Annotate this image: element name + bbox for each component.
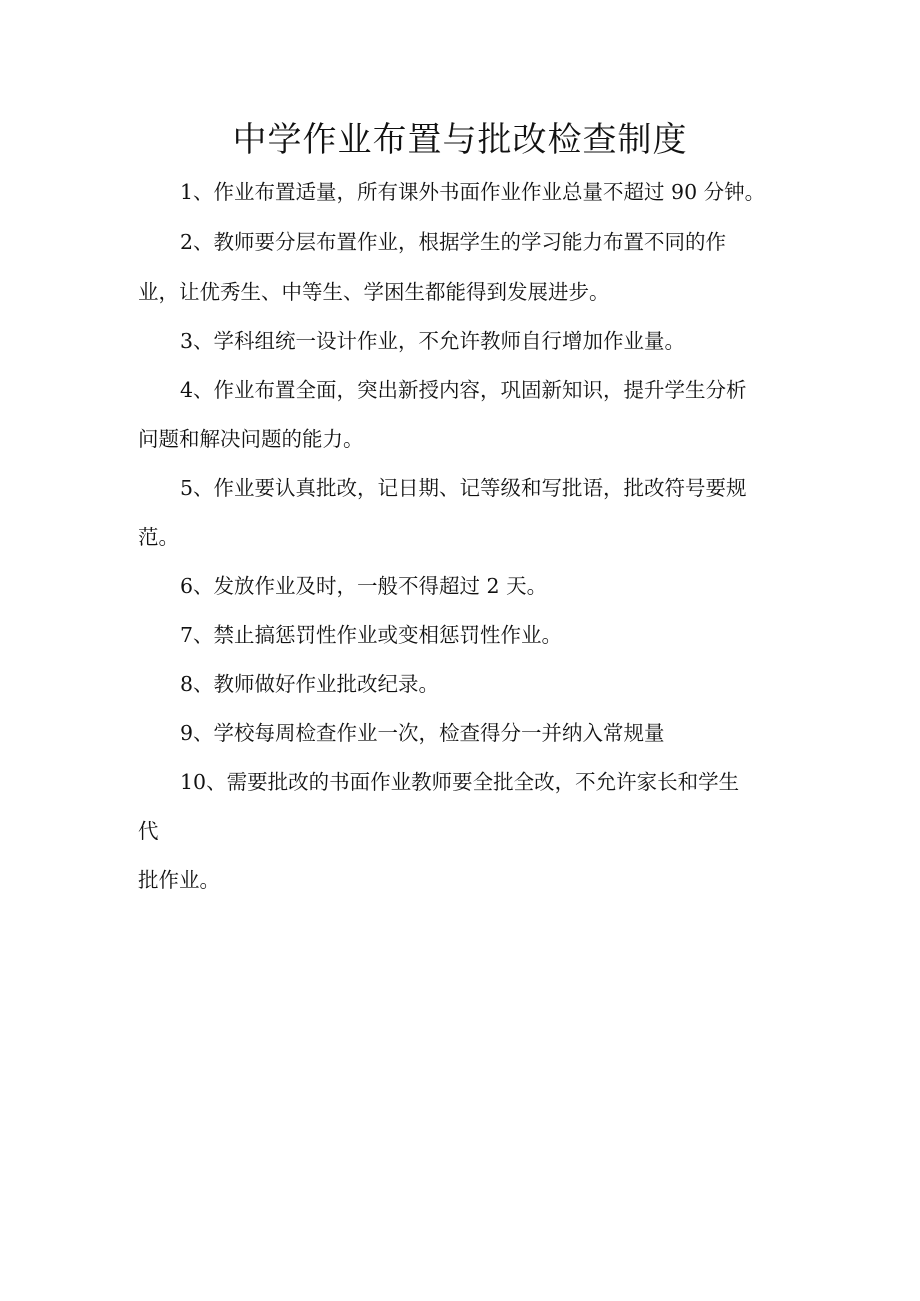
rule-4: 4、作业布置全面，突出新授内容，巩固新知识，提升学生分析 xyxy=(180,378,747,402)
rule-10-continued-2: 批作业。 xyxy=(138,868,220,892)
rule-3: 3、学科组统一设计作业，不允许教师自行增加作业量。 xyxy=(180,329,686,353)
rule-10: 10、需要批改的书面作业教师要全批全改，不允许家长和学生 xyxy=(180,770,740,794)
rule-8: 8、教师做好作业批改纪录。 xyxy=(180,672,440,696)
rule-4-continued: 问题和解决问题的能力。 xyxy=(138,427,364,451)
rule-6: 6、发放作业及时，一般不得超过 2 天。 xyxy=(180,574,548,598)
rule-9: 9、学校每周检查作业一次，检查得分一并纳入常规量 xyxy=(180,721,665,745)
rule-5: 5、作业要认真批改，记日期、记等级和写批语，批改符号要规 xyxy=(180,476,747,500)
document-title: 中学作业布置与批改检查制度 xyxy=(232,120,688,160)
rule-2-continued: 业，让优秀生、中等生、学困生都能得到发展进步。 xyxy=(138,280,610,304)
rule-5-continued: 范。 xyxy=(138,525,179,549)
rule-1: 1、作业布置适量，所有课外书面作业作业总量不超过 90 分钟。 xyxy=(180,180,766,204)
rule-2: 2、教师要分层布置作业，根据学生的学习能力布置不同的作 xyxy=(180,230,727,254)
rule-7: 7、禁止搞惩罚性作业或变相惩罚性作业。 xyxy=(180,623,563,647)
rule-10-continued: 代 xyxy=(138,819,159,843)
